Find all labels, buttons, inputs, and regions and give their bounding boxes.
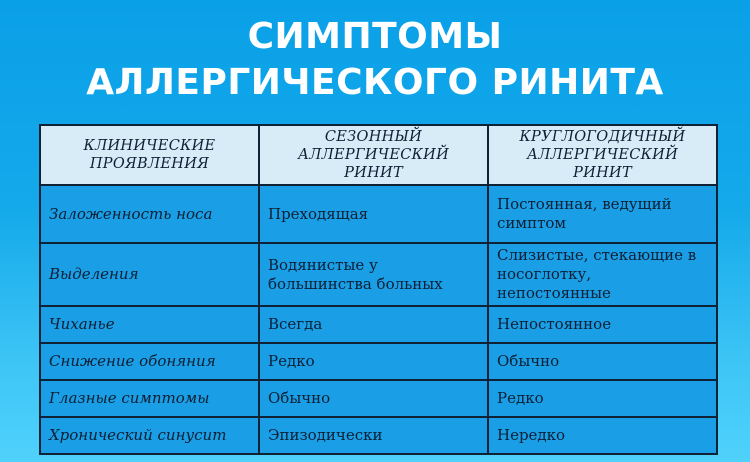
perennial-cell: Редко [488,380,717,417]
table-header-row [40,125,717,185]
row-label: Выделения [40,243,259,306]
table-row [40,417,717,454]
seasonal-cell: Редко [259,343,488,380]
seasonal-cell: Преходящая [259,185,488,243]
seasonal-cell: Всегда [259,306,488,343]
row-label: Глазные симптомы [40,380,259,417]
page-title-line-1: СИМПТОМЫ [247,16,503,57]
seasonal-cell: Эпизодически [259,417,488,454]
seasonal-cell: Водянистые у большинства больных [259,243,488,306]
row-label: Заложенность носа [40,185,259,243]
header-clinical-manifestations: КЛИНИЧЕСКИЕ ПРОЯВЛЕНИЯ [40,125,259,185]
page-title [0,14,750,106]
row-label: Снижение обоняния [40,343,259,380]
table-row [40,380,717,417]
perennial-cell: Обычно [488,343,717,380]
perennial-cell: Непостоянное [488,306,717,343]
header-seasonal-rhinitis: СЕЗОННЫЙ АЛЛЕРГИЧЕСКИЙ РИНИТ [259,125,488,185]
page-title-line-2: АЛЛЕРГИЧЕСКОГО РИНИТА [86,62,664,103]
table-row [40,343,717,380]
row-label: Чиханье [40,306,259,343]
table-row [40,306,717,343]
table-row [40,243,717,306]
seasonal-cell: Обычно [259,380,488,417]
perennial-cell: Слизистые, стекающие в носоглотку, непостоянные [488,243,717,306]
row-label: Хронический синусит [40,417,259,454]
perennial-cell: Нередко [488,417,717,454]
perennial-cell: Постоянная, ведущий симптом [488,185,717,243]
symptoms-table [39,124,718,455]
header-perennial-rhinitis: КРУГЛОГОДИЧНЫЙ АЛЛЕРГИЧЕСКИЙ РИНИТ [488,125,717,185]
table-row [40,185,717,243]
